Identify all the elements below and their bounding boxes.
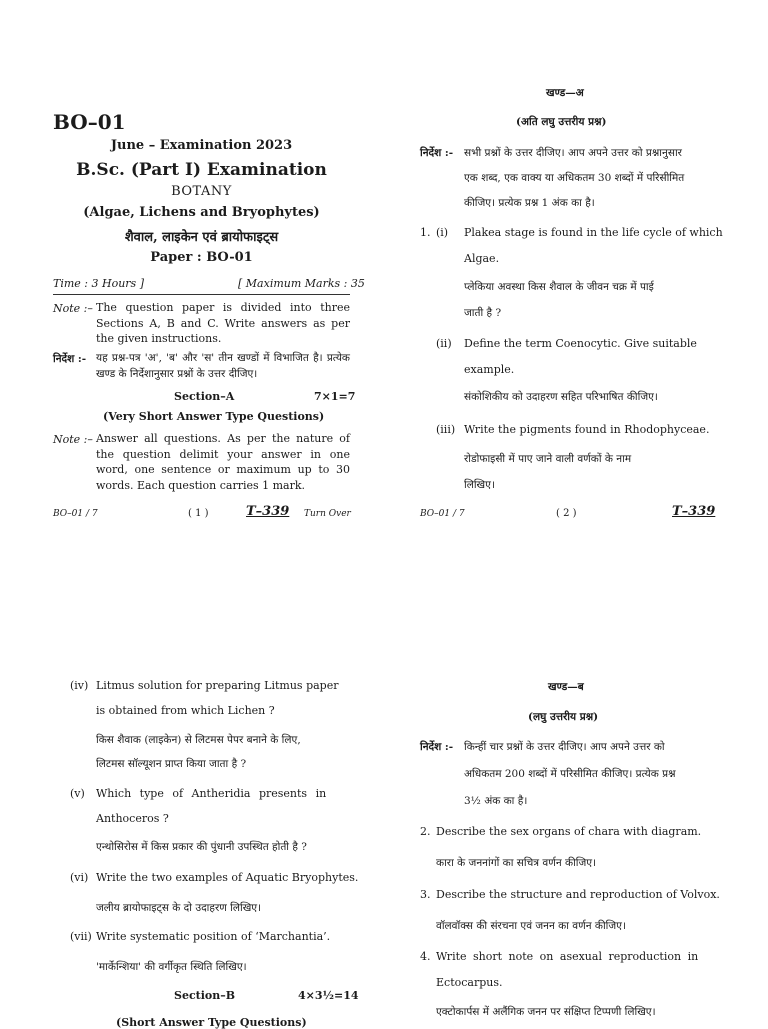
footer-code-left: BO–01 / 7 — [420, 509, 465, 519]
note-label-2: Note :– — [53, 433, 93, 446]
page-3 — [0, 560, 384, 1029]
question-vii-english: Write systematic position of ‘Marchantia’. — [96, 930, 331, 943]
nirdesh-line-2: अधिकतम 200 शब्दों में परिसीमित कीजिए। प्रत्येक प्रश्न — [464, 768, 676, 780]
subject-title: BOTANY — [171, 184, 232, 199]
question-iv-hindi-2: लिटमस सॉल्यूशन प्राप्त किया जाता है ? — [96, 758, 247, 770]
question-vii-number: (vii) — [70, 930, 92, 943]
max-marks: [ Maximum Marks : 35 — [238, 277, 365, 290]
question-v-hindi: एन्थोसिरोस में किस प्रकार की पुंधानी उपस्थित होती है ? — [96, 841, 307, 853]
nirdesh-line-1: सभी प्रश्नों के उत्तर दीजिए। आप अपने उत्तर को प्रश्नानुसार — [464, 147, 682, 159]
page-2 — [384, 0, 768, 530]
question-1-number: 1. — [420, 226, 431, 239]
question-1-i-hindi-2: जाती है ? — [464, 307, 502, 319]
question-1-ii-english-1: Define the term Coenocytic. Give suitable — [464, 337, 697, 350]
question-vi-number: (vi) — [70, 871, 89, 884]
question-4-number: 4. — [420, 950, 431, 963]
paper-number: Paper : BO-01 — [150, 250, 253, 265]
footer-page-number: ( 1 ) — [188, 508, 209, 519]
nirdesh-label: निर्देश :- — [420, 741, 454, 753]
course-title: B.Sc. (Part I) Examination — [76, 160, 327, 180]
khand-type: (लघु उत्तरीय प्रश्न) — [528, 711, 599, 723]
question-v-english-2: Anthoceros ? — [96, 812, 169, 825]
question-1-i-english-2: Algae. — [464, 252, 500, 265]
subtitle-hindi: शैवाल, लाइकेन एवं ब्रायोफाइट्स — [124, 230, 279, 245]
footer-page-number: ( 2 ) — [556, 508, 577, 519]
section-a-marks: 7×1=7 — [314, 390, 356, 403]
question-1-ii-hindi: संकोशिकीय को उदाहरण सहित परिभाषित कीजिए। — [464, 391, 658, 403]
question-1-ii-number: (ii) — [436, 337, 452, 350]
question-3-number: 3. — [420, 888, 431, 901]
question-1-iii-number: (iii) — [436, 423, 456, 436]
section-a-type: (Very Short Answer Type Questions) — [103, 410, 325, 423]
nirdesh-line-1: किन्हीं चार प्रश्नों के उत्तर दीजिए। आप अपने उत्तर को — [464, 741, 665, 753]
question-1-iii-hindi-1: रोडोफाइसी में पाए जाने वाली वर्णकों के नाम — [464, 453, 632, 465]
nirdesh-line-3: कीजिए। प्रत्येक प्रश्न 1 अंक का है। — [464, 197, 595, 209]
question-1-i-number: (i) — [436, 226, 449, 239]
page-4 — [384, 560, 768, 1024]
exam-session: June – Examination 2023 — [110, 138, 293, 153]
nirdesh-label: निर्देश :- — [53, 353, 87, 365]
subtitle-english: (Algae, Lichens and Bryophytes) — [83, 205, 320, 220]
question-1-iii-english: Write the pigments found in Rhodophyceae. — [464, 423, 710, 436]
footer-turn-over: Turn Over — [304, 509, 351, 519]
question-1-i-hindi-1: प्लेकिया अवस्था किस शैवाल के जीवन चक्र में पाई — [464, 281, 654, 293]
question-v-number: (v) — [70, 787, 85, 800]
question-iv-number: (iv) — [70, 679, 89, 692]
footer-series: T–339 — [246, 504, 290, 519]
page-1 — [0, 0, 384, 530]
question-1-iii-hindi-2: लिखिए। — [464, 479, 495, 491]
nirdesh-line-2: एक शब्द, एक वाक्य या अधिकतम 30 शब्दों में परिसीमित — [464, 172, 685, 184]
question-2-hindi: कारा के जननांगों का सचित्र वर्णन कीजिए। — [436, 857, 597, 869]
note-text: The question paper is divided into three Sections A, B and C. Write answers as per the given instructions. — [96, 301, 350, 345]
khand-heading: खण्ड—ब — [548, 681, 584, 693]
question-iv-english-1: Litmus solution for preparing Litmus paper — [96, 679, 339, 692]
question-4-english-2: Ectocarpus. — [436, 976, 503, 989]
question-2-number: 2. — [420, 825, 431, 838]
header-divider — [53, 294, 350, 295]
nirdesh-line-3: 3½ अंक का है। — [464, 795, 528, 807]
question-vi-english: Write the two examples of Aquatic Bryophytes. — [96, 871, 359, 884]
question-1-ii-english-2: example. — [464, 363, 515, 376]
question-2-english: Describe the sex organs of chara with diagram. — [436, 825, 702, 838]
time-info: Time : 3 Hours ] — [53, 277, 144, 290]
paper-code: BO–01 — [53, 110, 126, 134]
footer-series: T–339 — [672, 504, 716, 519]
question-v-english-1: Which type of Antheridia presents in — [96, 787, 327, 800]
question-3-english: Describe the structure and reproduction of Volvox. — [436, 888, 720, 901]
question-1-i-english-1: Plakea stage is found in the life cycle of which — [464, 226, 723, 239]
question-4-english-1: Write short note on asexual reproduction in — [436, 950, 699, 963]
question-vii-hindi: 'मार्केन्शिया' की वर्गीकृत स्थिति लिखिए। — [96, 961, 247, 973]
question-4-hindi: एक्टोकार्पस में अलैंगिक जनन पर संक्षिप्त टिप्पणी लिखिए। — [436, 1006, 656, 1018]
section-b-title: Section–B — [174, 989, 236, 1002]
khand-heading: खण्ड—अ — [546, 87, 584, 99]
section-b-marks: 4×3½=14 — [298, 989, 359, 1002]
khand-type: (अति लघु उत्तरीय प्रश्न) — [516, 116, 607, 128]
question-iv-english-2: is obtained from which Lichen ? — [96, 704, 275, 717]
question-iv-hindi-1: किस शैवाक (लाइकेन) से लिटमस पेपर बनाने के लिए, — [96, 734, 301, 746]
nirdesh-text: यह प्रश्न-पत्र 'अ', 'ब' और 'स' तीन खण्डों में विभाजित है। प्रत्येक खण्ड के निर्देशानुसार प्रश्नों के उत्तर दीजिए। — [96, 352, 350, 380]
section-a-title: Section–A — [174, 390, 235, 403]
nirdesh-label: निर्देश :- — [420, 147, 454, 159]
section-b-type: (Short Answer Type Questions) — [116, 1016, 307, 1029]
question-3-hindi: वॉलवॉक्स की संरचना एवं जनन का वर्णन कीजिए। — [436, 920, 626, 932]
note-text-2: Answer all questions. As per the nature of the question delimit your answer in one word, one sentence or maximum up to 30 words. Each question carries 1 mark. — [96, 432, 350, 492]
question-vi-hindi: जलीय ब्रायोफाइट्स के दो उदाहरण लिखिए। — [96, 902, 262, 914]
footer-code-left: BO–01 / 7 — [53, 509, 98, 519]
note-label: Note :– — [53, 302, 93, 315]
